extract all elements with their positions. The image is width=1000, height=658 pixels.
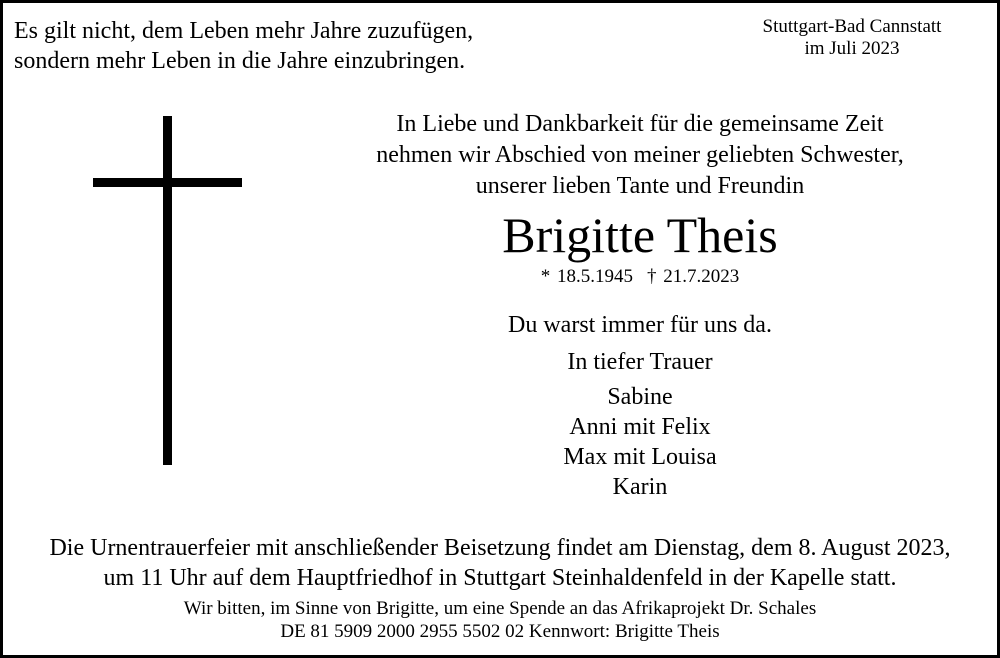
announcement-line-1: In Liebe und Dankbarkeit für die gemeinsame Zeit [396, 111, 884, 137]
place-and-date [752, 16, 952, 60]
donation-line-2: DE 81 5909 2000 2955 5502 02 Kennwort: Brigitte Theis [280, 621, 720, 642]
quote-line-1: Es gilt nicht, dem Leben mehr Jahre zuzufügen, [14, 18, 474, 44]
death-date: † 21.7.2023 [647, 266, 740, 287]
birth-date: * 18.5.1945 [540, 266, 633, 287]
cross-horizontal-bar [93, 178, 242, 187]
mourner-name: Karin [612, 474, 668, 500]
mourner-name: Anni mit Felix [569, 414, 711, 440]
announcement-line-2: nehmen wir Abschied von meiner geliebten Schwester, [376, 142, 904, 168]
mourning-heading: In tiefer Trauer [567, 349, 713, 375]
ceremony-line-1: Die Urnentrauerfeier mit anschließender Beisetzung findet am Dienstag, dem 8. August 2023, [49, 535, 951, 561]
announcement-line-3: unserer lieben Tante und Freundin [475, 173, 805, 199]
mourners-list [290, 382, 990, 502]
announcement-text [290, 109, 990, 202]
mourner-name: Max mit Louisa [563, 444, 717, 470]
announcement-date: im Juli 2023 [804, 38, 900, 59]
donation-info [0, 597, 1000, 643]
ceremony-line-2: um 11 Uhr auf dem Hauptfriedhof in Stuttgart Steinhaldenfeld in der Kapelle statt. [103, 565, 897, 591]
quote-line-2: sondern mehr Leben in die Jahre einzubringen. [14, 48, 466, 74]
cross-vertical-bar [163, 116, 172, 465]
life-dates [290, 265, 990, 289]
donation-line-1: Wir bitten, im Sinne von Brigitte, um eine Spende an das Afrikaprojekt Dr. Schales [183, 598, 817, 619]
motto: Du warst immer für uns da. [508, 312, 772, 338]
place-name: Stuttgart-Bad Cannstatt [762, 16, 942, 37]
mourner-name: Sabine [607, 384, 673, 410]
ceremony-info [0, 533, 1000, 593]
opening-quote [14, 16, 473, 76]
deceased-name: Brigitte Theis [502, 207, 778, 263]
